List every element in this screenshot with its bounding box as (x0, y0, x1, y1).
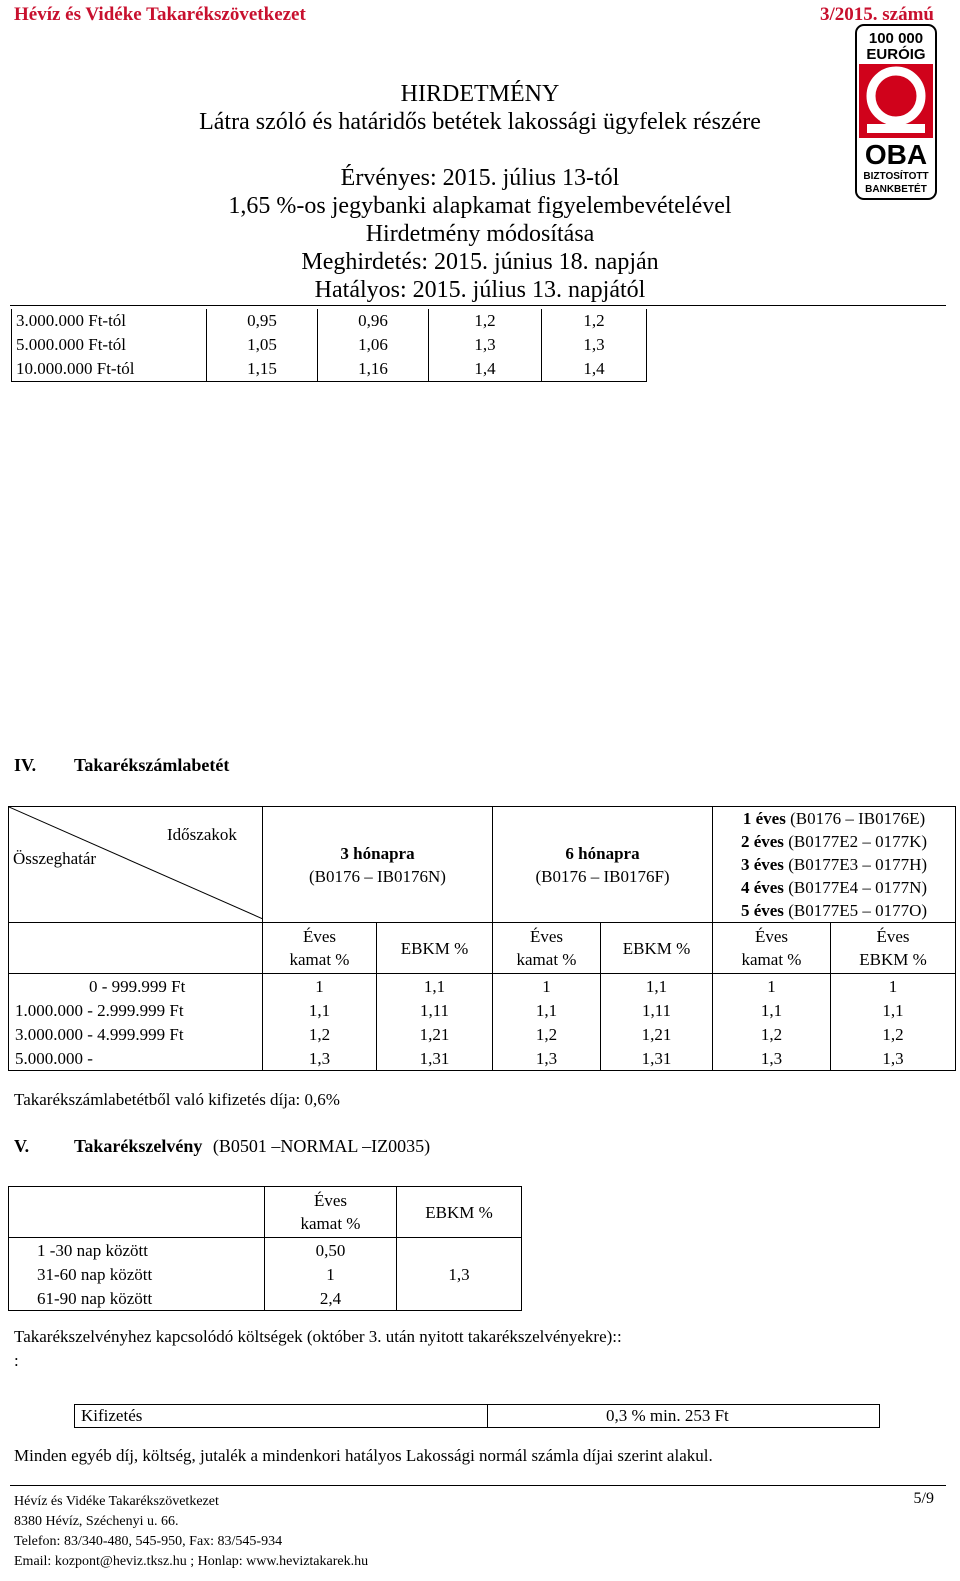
svg-text:BIZTOSÍTOTT: BIZTOSÍTOTT (863, 171, 929, 182)
table-row: 31-60 nap között 1 1,3 (9, 1262, 522, 1286)
table-row: 5.000.000 - 1,3 1,31 1,3 1,31 1,3 1,3 (9, 1046, 956, 1071)
header-ebkm: Éves EBKM % (831, 923, 956, 974)
header-ebkm: EBKM % (377, 923, 493, 974)
footer-phone: Telefon: 83/340-480, 545-950, Fax: 83/545-934 (14, 1534, 283, 1549)
header-3-month: 3 hónapra (B0176 – IB0176N) (263, 807, 493, 923)
svg-text:EURÓIG: EURÓIG (866, 46, 926, 63)
header-ebkm: EBKM % (601, 923, 713, 974)
footer-contact: Email: kozpont@heviz.tksz.hu ; Honlap: www.heviztakarek.hu (14, 1554, 369, 1569)
document-title: HIRDETMÉNY (400, 81, 560, 107)
section-v-title: Takarékszelvény (B0501 –NORMAL –IZ0035) (74, 1136, 431, 1156)
header-org: Hévíz és Vidéke Takarékszövetkezet (14, 4, 306, 25)
ticket-cost-note-cont: : (14, 1351, 19, 1370)
section-iv-number: IV. (14, 755, 37, 775)
table-row: 5.000.000 Ft-tól 1,05 1,06 1,3 1,3 (12, 333, 647, 357)
table-row (75, 1405, 880, 1428)
payout-fee-table (74, 1404, 880, 1428)
header-divider (10, 305, 946, 306)
table-row: 10.000.000 Ft-tól 1,15 1,16 1,4 1,4 (12, 357, 647, 382)
section-iv-title: Takarékszámlabetét (74, 755, 230, 775)
svg-text:OBA: OBA (864, 139, 928, 170)
rate-basis: 1,65 %-os jegybanki alapkamat figyelembevételével (228, 193, 732, 219)
footer-divider (10, 1485, 946, 1486)
announcement-date: Meghirdetés: 2015. június 18. napján (301, 249, 659, 275)
document-subtitle: Látra szóló és határidős betétek lakossági ügyfelek részére (199, 109, 761, 135)
table-row: 1 -30 nap között 0,50 (9, 1238, 522, 1263)
svg-text:BANKBETÉT: BANKBETÉT (865, 184, 927, 195)
ticket-cost-note: Takarékszelvényhez kapcsolódó költségek (október 3. után nyitott takarékszelvényekre):: (14, 1327, 622, 1346)
header-doc-number: 3/2015. számú (820, 4, 934, 25)
withdrawal-fee-note: Takarékszámlabetétből való kifizetés díja: 0,6% (14, 1090, 340, 1109)
page-number: 5/9 (913, 1490, 934, 1507)
header-annual-rate: Éves kamat % (713, 923, 831, 974)
amount-range-label: Összeghatár (13, 849, 97, 868)
footer-address: 8380 Hévíz, Széchenyi u. 66. (14, 1514, 179, 1529)
header-yearly: 1 éves (B0176 – IB0176E) 2 éves (B0177E2 – 0177K) 3 éves (B0177E3 – 0177H) 4 éves (B0177E4 – 0177N) 5 éves (B0177E5 – 0177O) (713, 807, 956, 923)
savings-account-table (8, 806, 956, 1071)
header-ebkm: EBKM % (397, 1187, 522, 1238)
table-row: 3.000.000 Ft-tól 0,95 0,96 1,2 1,2 (12, 309, 647, 333)
table-row: 3.000.000 - 4.999.999 Ft 1,2 1,21 1,2 1,21 1,2 1,2 (9, 1022, 956, 1046)
table-row: 1.000.000 - 2.999.999 Ft 1,1 1,11 1,1 1,11 1,1 1,1 (9, 998, 956, 1022)
header-annual-rate: Éves kamat % (493, 923, 601, 974)
header-6-month: 6 hónapra (B0176 – IB0176F) (493, 807, 713, 923)
other-fees-note: Minden egyéb díj, költség, jutalék a mindenkori hatályos Lakossági normál számla díjai szerint alakul. (14, 1446, 713, 1465)
header-annual-rate: Éves kamat % (263, 923, 377, 974)
payout-label: Kifizetés (75, 1405, 488, 1428)
rate-table-continued (11, 309, 647, 382)
periods-label: Időszakok (167, 825, 237, 844)
savings-ticket-table (8, 1186, 522, 1311)
header-annual-rate: Éves kamat % (265, 1187, 397, 1238)
header-corner-cell (9, 807, 263, 923)
table-row: 0 - 999.999 Ft 1 1,1 1 1,1 1 1 (9, 974, 956, 999)
footer-org: Hévíz és Vidéke Takarékszövetkezet (14, 1494, 219, 1509)
payout-value: 0,3 % min. 253 Ft (488, 1405, 880, 1428)
effective-date: Hatályos: 2015. július 13. napjától (314, 277, 646, 303)
table-row: 61-90 nap között 2,4 (9, 1286, 522, 1311)
valid-from: Érvényes: 2015. július 13-tól (340, 165, 620, 191)
svg-text:100 000: 100 000 (868, 30, 924, 47)
modification-note: Hirdetmény módosítása (365, 221, 595, 247)
section-v-number: V. (14, 1136, 30, 1156)
